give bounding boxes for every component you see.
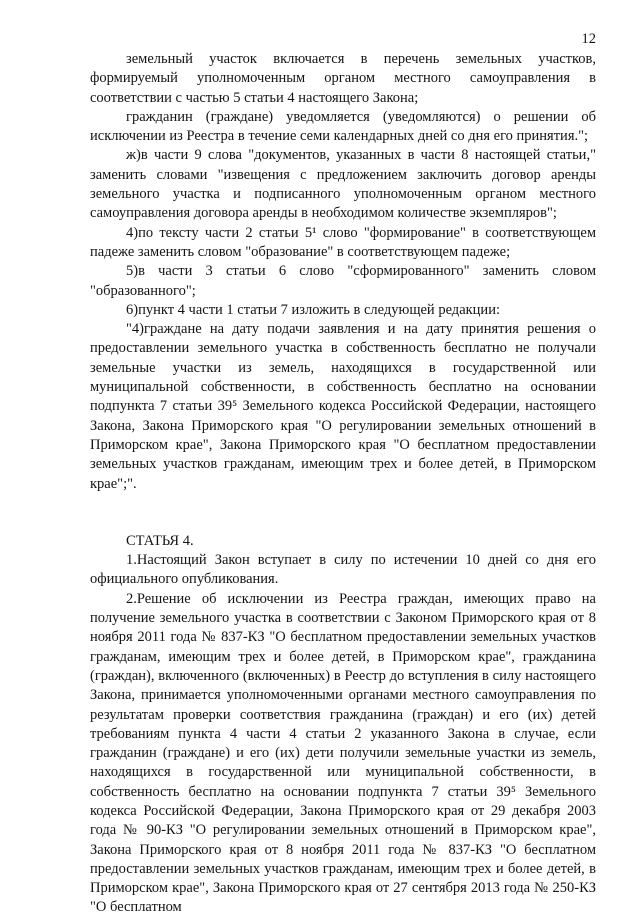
paragraph: "4)граждане на дату подачи заявления и на дату принятия решения о предоставлении земельного участка в собственность бесплатно не получали земельные участки из земель, находящихся в государственной или муниципальной собственности, в собственность бесплатно на основании подпункта 7 статьи 39⁵ Земельного кодекса Российской Федерации, настоящего Закона, Закона Приморского края "О регулировании земельных отношений в Приморском крае", Закона Приморского края "О бесплатном предоставлении земельных участков гражданам, имеющим трех и более детей, в Приморском крае";". xyxy=(90,321,596,492)
paragraph: 1.Настоящий Закон вступает в силу по истечении 10 дней со дня его официального опубликования. xyxy=(90,552,596,588)
paragraph: 5)в части 3 статьи 6 слово "сформированного" заменить словом "образованного"; xyxy=(90,263,596,299)
paragraph: гражданин (граждане) уведомляется (уведомляются) о решении об исключении из Реестра в течение семи календарных дней со дня его принятия."; xyxy=(90,108,596,145)
spacer xyxy=(90,513,596,532)
article-heading: СТАТЬЯ 4. xyxy=(126,532,194,549)
page-number: 12 xyxy=(581,31,596,47)
spacer xyxy=(90,494,596,513)
paragraph: 6)пункт 4 части 1 статьи 7 изложить в следующей редакции: xyxy=(126,301,500,318)
paragraph: земельный участок включается в перечень земельных участков, формируемый уполномоченным органом местного самоуправления в соответствии с частью 5 статьи 4 настоящего Закона; xyxy=(90,51,596,106)
paragraph: 2.Решение об исключении из Реестра граждан, имеющих право на получение земельного участка в соответствии с Законом Приморского края от 8 ноября 2011 года № 837-КЗ "О бесплатном предоставлении земельных участков гражданам, имеющим трех и более детей, в Приморском крае", гражданина (граждан), включенного (включенных) в Реестр до вступления в силу настоящего Закона, принимается уполномоченными органами местного самоуправления по результатам проверки соответствия гражданина (граждан) и его (их) детей требованиям пункта 4 части 4 статьи 2 указанного Закона в случае, если гражданин (граждане) и его (их) дети получили земельные участки из земель, находящихся в государственной или муниципальной собственности, в собственность бесплатно на основании подпункта 7 статьи 39⁵ Земельного кодекса Российской Федерации, Закона Приморского края от 29 декабря 2003 года № 90-КЗ "О регулировании земельных отношений в Приморском крае", Закона Приморского края от 8 ноября 2011 года № 837-КЗ "О бесплатном предоставлении земельных участков гражданам, имеющим трех и более детей, в Приморском крае", Закона Приморского края от 27 сентября 2013 года № 250-КЗ "О бесплатном xyxy=(90,590,596,916)
document-body xyxy=(90,50,596,918)
paragraph: ж)в части 9 слова "документов, указанных в части 8 настоящей статьи," заменить словами "извещения с предложением заключить договор аренды земельного участка и подписанного уполномоченным органом местного самоуправления договора аренды в необходимом количестве экземпляров"; xyxy=(90,147,596,222)
paragraph: 4)по тексту части 2 статьи 5¹ слово "формирование" в соответствующем падеже заменить словом "образование" в соответствующем падеже; xyxy=(90,224,596,260)
